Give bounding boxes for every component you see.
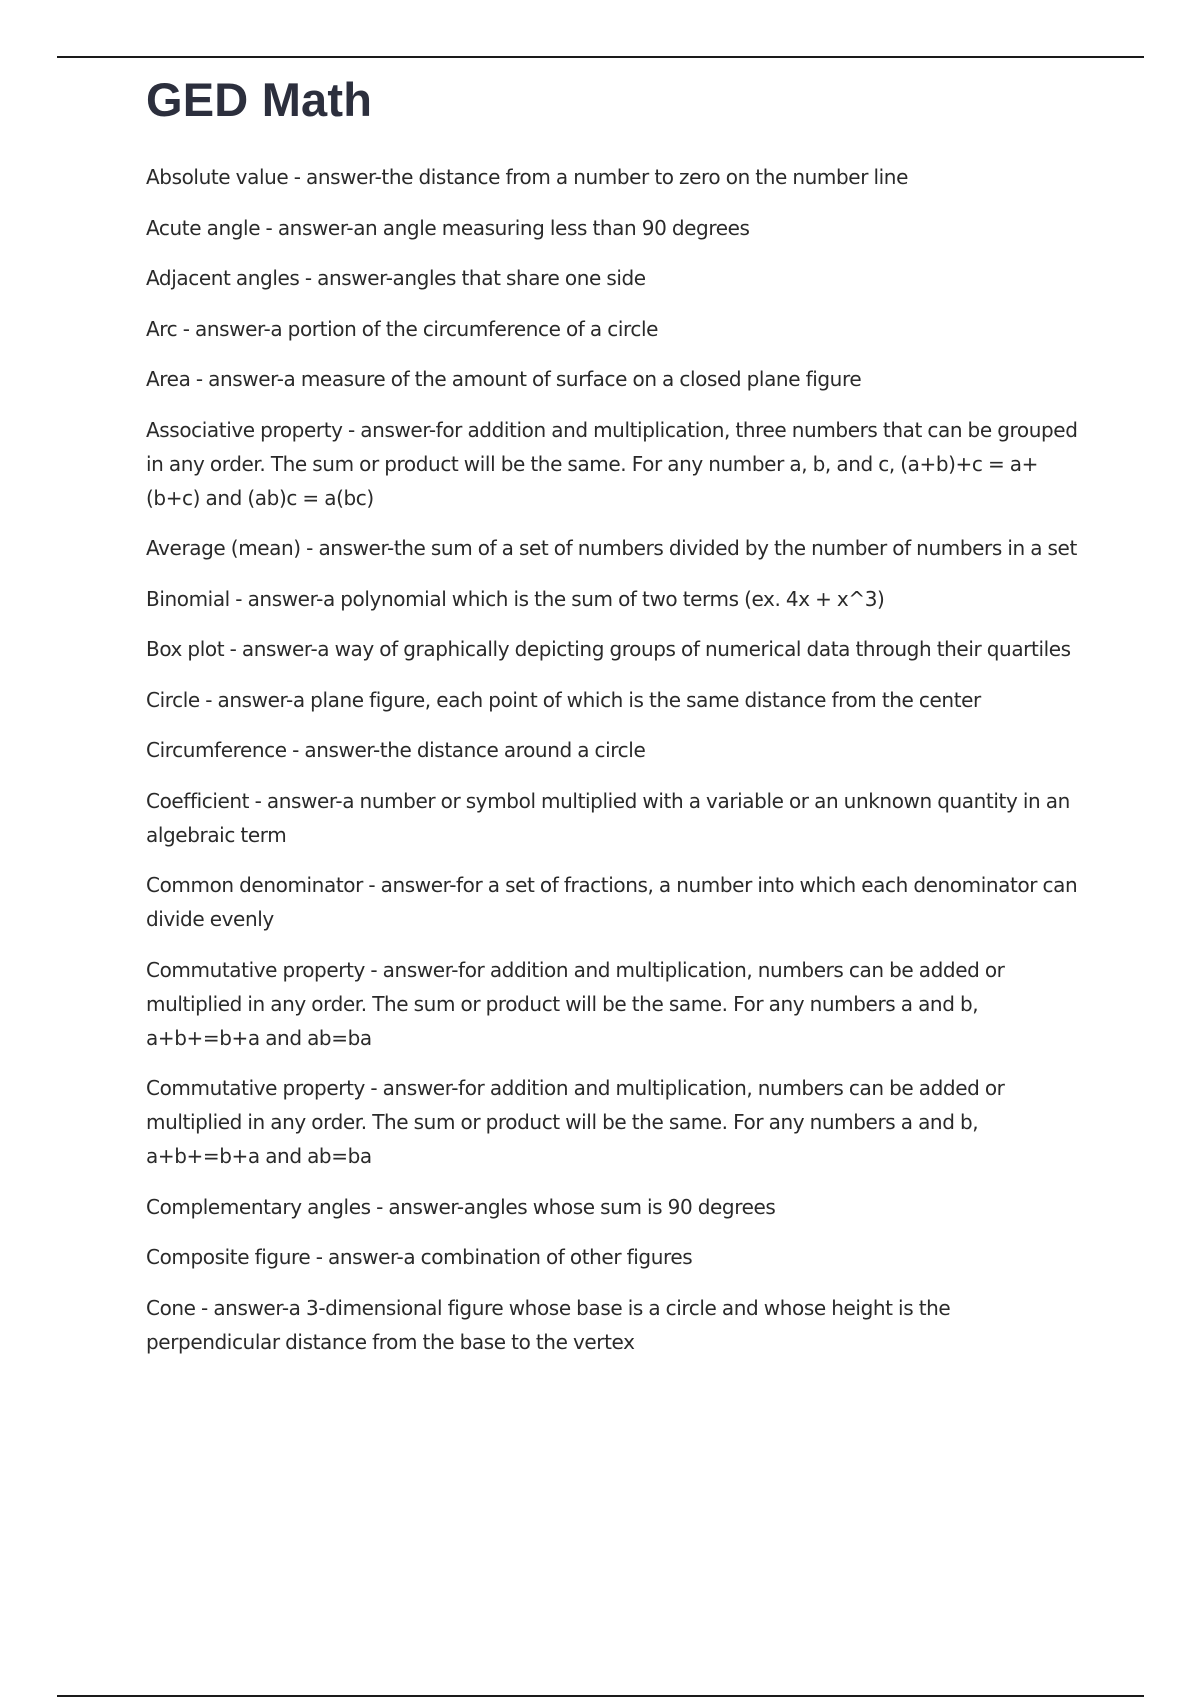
document-body: [146, 70, 1086, 1375]
glossary-entry: Circumference - answer-the distance around a circle: [146, 738, 646, 762]
glossary-entry: Associative property - answer-for addition and multiplication, three numbers that can be grouped in any order. The sum or product will be the same. For any number a, b, and c, (a+b)+c = a+(b+c) and (ab)c = a(bc): [146, 417, 1078, 510]
glossary-entry: Acute angle - answer-an angle measuring less than 90 degrees: [146, 215, 750, 240]
glossary-entry: Commutative property - answer-for addition and multiplication, numbers can be added or multiplied in any order. The sum or product will be the same. For any numbers a and b, a+b+=b+a and ab=ba: [146, 1076, 1005, 1168]
glossary-entry: Arc - answer-a portion of the circumference of a circle: [146, 316, 659, 341]
glossary-entry: Average (mean) - answer-the sum of a set of numbers divided by the number of numbers in a set: [146, 536, 1077, 560]
glossary-entry: Commutative property - answer-for addition and multiplication, numbers can be added or multiplied in any order. The sum or product will be the same. For any numbers a and b, a+b+=b+a and ab=ba: [146, 957, 1005, 1050]
glossary-entry: Composite figure - answer-a combination of other figures: [146, 1245, 693, 1269]
bottom-rule: [57, 1695, 1144, 1697]
glossary-entry: Cone - answer-a 3-dimensional figure whose base is a circle and whose height is the perpendicular distance from the base to the vertex: [146, 1295, 951, 1354]
glossary-entry: Coefficient - answer-a number or symbol multiplied with a variable or an unknown quantity in an algebraic term: [146, 788, 1070, 847]
glossary-list: [146, 160, 1086, 1359]
document-title: GED Math: [146, 73, 373, 126]
glossary-entry: Complementary angles - answer-angles whose sum is 90 degrees: [146, 1194, 776, 1219]
glossary-entry: Absolute value - answer-the distance from a number to zero on the number line: [146, 165, 908, 189]
glossary-entry: Common denominator - answer-for a set of fractions, a number into which each denominator can divide evenly: [146, 873, 1078, 931]
glossary-entry: Binomial - answer-a polynomial which is the sum of two terms (ex. 4x + x^3): [146, 586, 885, 611]
top-rule: [57, 56, 1144, 58]
glossary-entry: Box plot - answer-a way of graphically depicting groups of numerical data through their quartiles: [146, 637, 1071, 661]
glossary-entry: Area - answer-a measure of the amount of surface on a closed plane figure: [146, 367, 862, 391]
glossary-entry: Circle - answer-a plane figure, each point of which is the same distance from the center: [146, 687, 981, 712]
glossary-entry: Adjacent angles - answer-angles that share one side: [146, 266, 646, 290]
